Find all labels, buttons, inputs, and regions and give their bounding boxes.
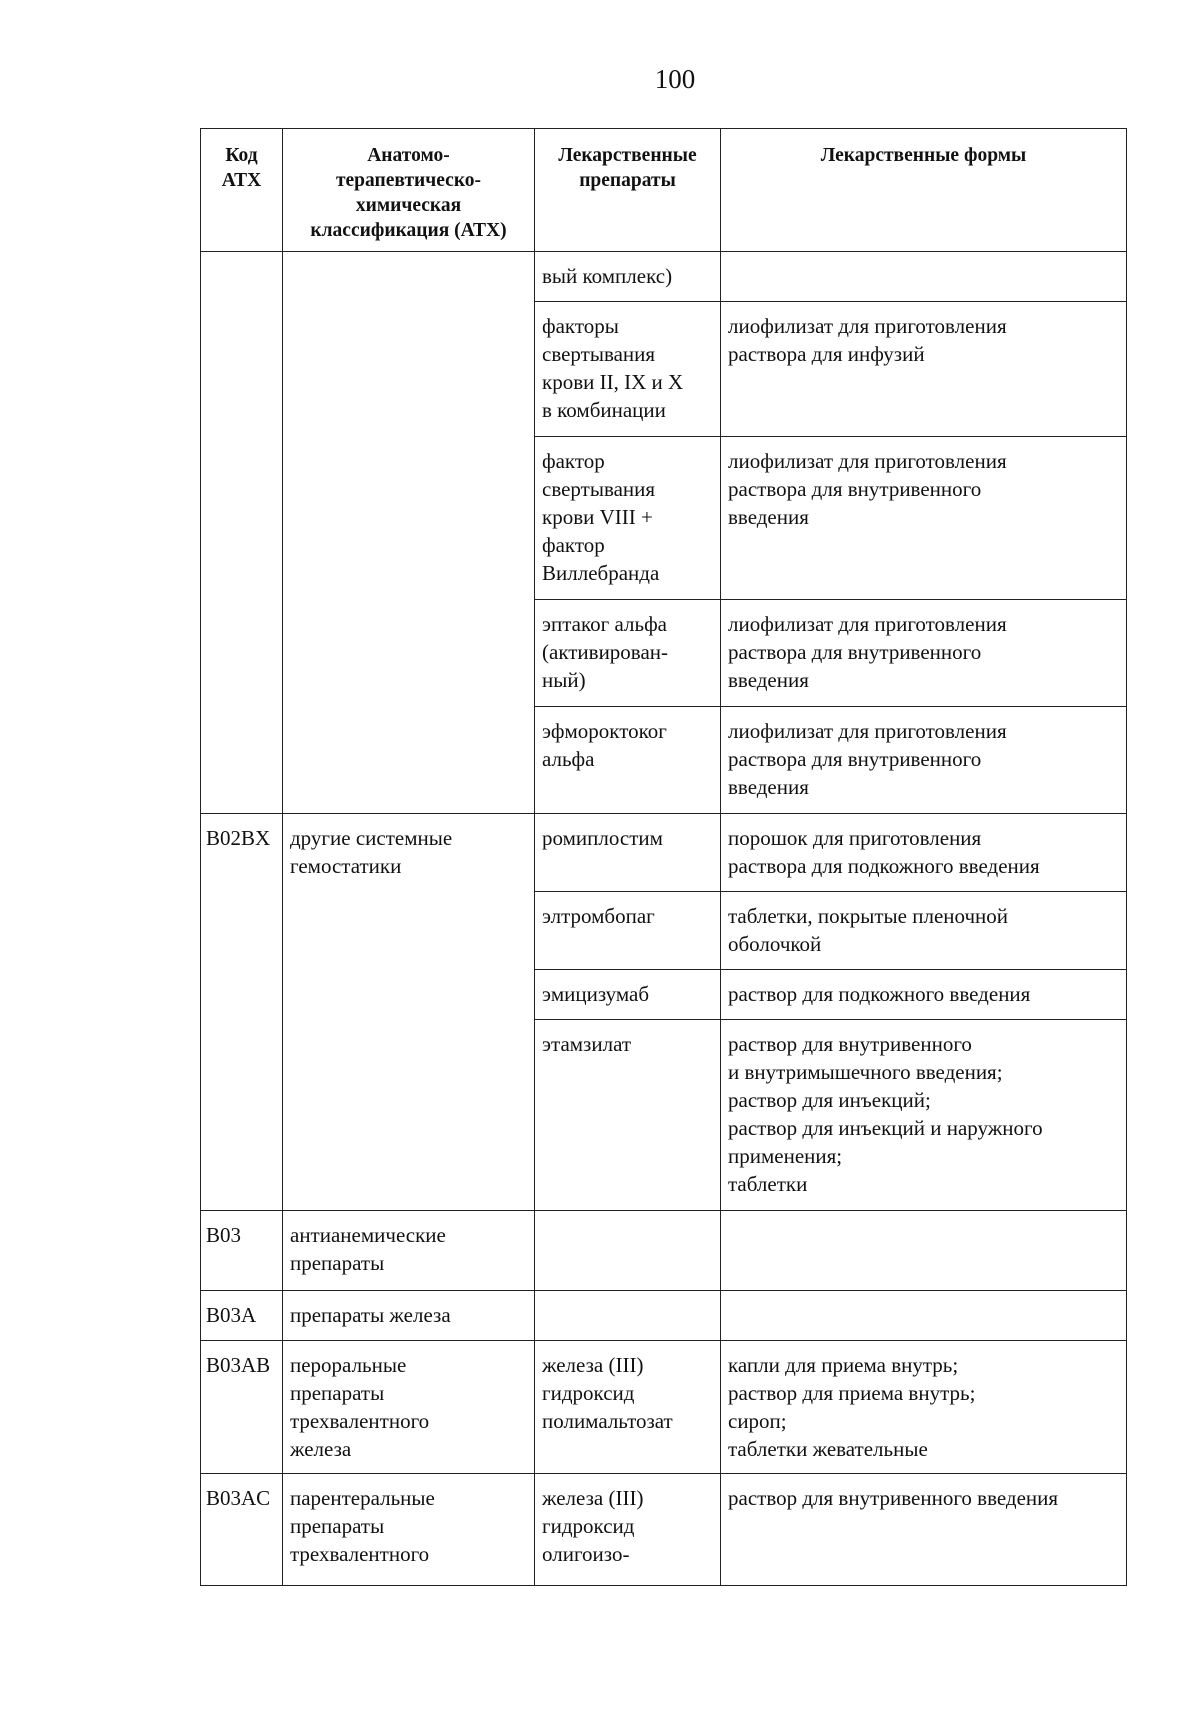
table-row [201,1474,1127,1586]
atc-class-cell: пероральные препараты трехвалентного железа [283,1341,535,1474]
forms-cell: лиофилизат для приготовления раствора для внутривенного введения [721,707,1127,814]
header-atc-class: Анатомо- терапевтическо- химическая классификация (АТХ) [283,129,535,252]
table-row [201,252,1127,302]
drug-cell [535,1211,721,1291]
header-forms: Лекарственные формы [721,129,1127,252]
drug-cell: фактор свертывания крови VIII + фактор Виллебранда [535,437,721,600]
forms-cell: лиофилизат для приготовления раствора для инфузий [721,302,1127,437]
atc-class-cell: парентеральные препараты трехвалентного [283,1474,535,1586]
drug-cell: элтромбопаг [535,892,721,970]
drug-cell: вый комплекс) [535,252,721,302]
header-code: Код АТХ [201,129,283,252]
drug-cell: эптаког альфа (активирован- ный) [535,600,721,707]
atc-class-cell: антианемические препараты [283,1211,535,1291]
forms-cell: таблетки, покрытые пленочной оболочкой [721,892,1127,970]
code-cell [201,252,283,814]
atc-class-cell: препараты железа [283,1291,535,1341]
table-row [201,814,1127,892]
forms-cell [721,252,1127,302]
drug-cell: железа (III) гидроксид полимальтозат [535,1341,721,1474]
drug-cell: этамзилат [535,1020,721,1211]
code-cell: B03A [201,1291,283,1341]
code-cell: B03AB [201,1341,283,1474]
forms-cell [721,1211,1127,1291]
code-cell: B03 [201,1211,283,1291]
table-row [201,1291,1127,1341]
forms-cell: раствор для внутривенного и внутримышечного введения; раствор для инъекций; раствор для инъекций и наружного применения; таблетки [721,1020,1127,1211]
table-header-row [201,129,1127,252]
drug-cell [535,1291,721,1341]
forms-cell: капли для приема внутрь; раствор для приема внутрь; сироп; таблетки жевательные [721,1341,1127,1474]
drug-cell: эмицизумаб [535,970,721,1020]
forms-cell: порошок для приготовления раствора для подкожного введения [721,814,1127,892]
forms-cell: раствор для подкожного введения [721,970,1127,1020]
atc-table [200,128,1127,1586]
forms-cell: лиофилизат для приготовления раствора для внутривенного введения [721,437,1127,600]
drug-cell: эфмороктоког альфа [535,707,721,814]
drug-cell: факторы свертывания крови II, IX и X в комбинации [535,302,721,437]
page-number: 100 [654,64,696,94]
code-cell: B02BX [201,814,283,1211]
code-cell: B03AC [201,1474,283,1586]
drug-cell: ромиплостим [535,814,721,892]
atc-class-cell: другие системные гемостатики [283,814,535,1211]
table-row [201,1211,1127,1291]
table-row [201,1341,1127,1474]
atc-class-cell [283,252,535,814]
header-drugs: Лекарственные препараты [535,129,721,252]
forms-cell: лиофилизат для приготовления раствора для внутривенного введения [721,600,1127,707]
forms-cell: раствор для внутривенного введения [721,1474,1127,1586]
drug-cell: железа (III) гидроксид олигоизо- [535,1474,721,1586]
forms-cell [721,1291,1127,1341]
